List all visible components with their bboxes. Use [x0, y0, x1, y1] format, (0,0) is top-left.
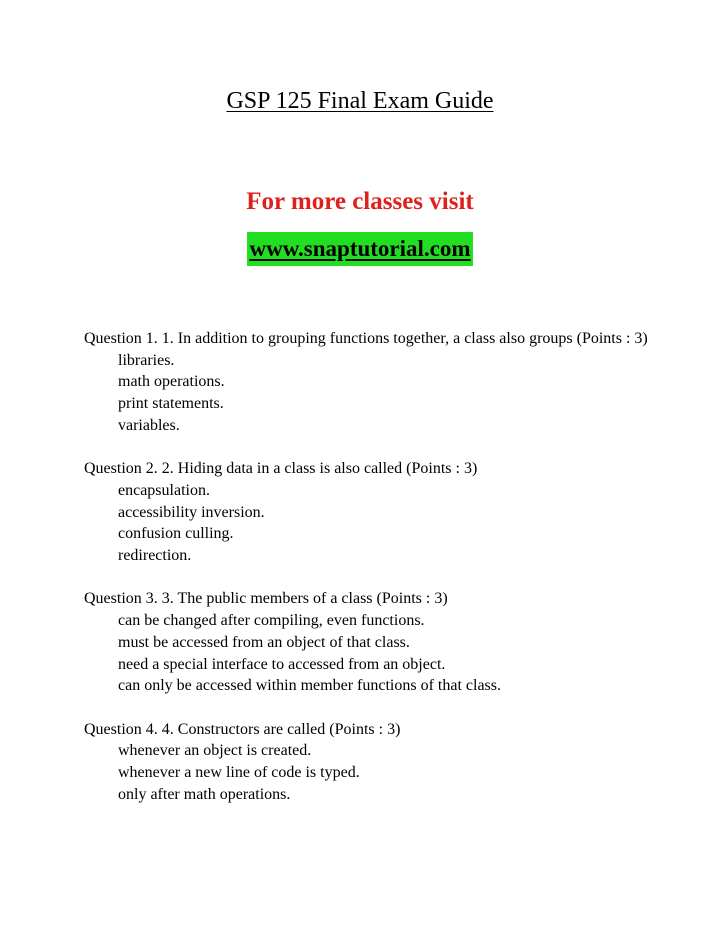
- answer-option[interactable]: whenever an object is created.: [118, 742, 312, 760]
- answer-option[interactable]: libraries.: [118, 351, 175, 369]
- answer-option[interactable]: math operations.: [118, 373, 225, 391]
- answer-option[interactable]: confusion culling.: [118, 525, 234, 543]
- answer-option[interactable]: can only be accessed within member functions of that class.: [118, 677, 501, 695]
- answer-option[interactable]: whenever a new line of code is typed.: [118, 764, 360, 782]
- question-text: Question 3. 3. The public members of a class (Points : 3): [84, 590, 448, 608]
- answer-option[interactable]: variables.: [118, 416, 180, 434]
- answer-option[interactable]: encapsulation.: [118, 481, 210, 499]
- document-title: GSP 125 Final Exam Guide: [226, 88, 494, 114]
- answer-option[interactable]: accessibility inversion.: [118, 503, 265, 521]
- question-list: [84, 328, 684, 827]
- question-2: [84, 458, 684, 567]
- answer-option[interactable]: redirection.: [118, 547, 192, 565]
- document-title-block: [0, 86, 720, 116]
- answer-option[interactable]: need a special interface to accessed from an object.: [118, 655, 446, 673]
- promo-link[interactable]: www.snaptutorial.com: [247, 232, 472, 266]
- question-text: Question 1. 1. In addition to grouping functions together, a class also groups (Points : 3): [84, 330, 648, 347]
- answer-option[interactable]: only after math operations.: [118, 785, 291, 803]
- question-3: [84, 588, 684, 697]
- question-text: Question 4. 4. Constructors are called (Points : 3): [84, 720, 401, 738]
- question-4: [84, 719, 684, 806]
- question-1: [84, 328, 684, 437]
- promo-heading: For more classes visit: [246, 188, 474, 215]
- question-text: Question 2. 2. Hiding data in a class is also called (Points : 3): [84, 460, 478, 478]
- answer-option[interactable]: print statements.: [118, 395, 224, 413]
- answer-option[interactable]: must be accessed from an object of that class.: [118, 633, 410, 651]
- promo-link-block: [0, 232, 720, 266]
- answer-option[interactable]: can be changed after compiling, even functions.: [118, 612, 425, 630]
